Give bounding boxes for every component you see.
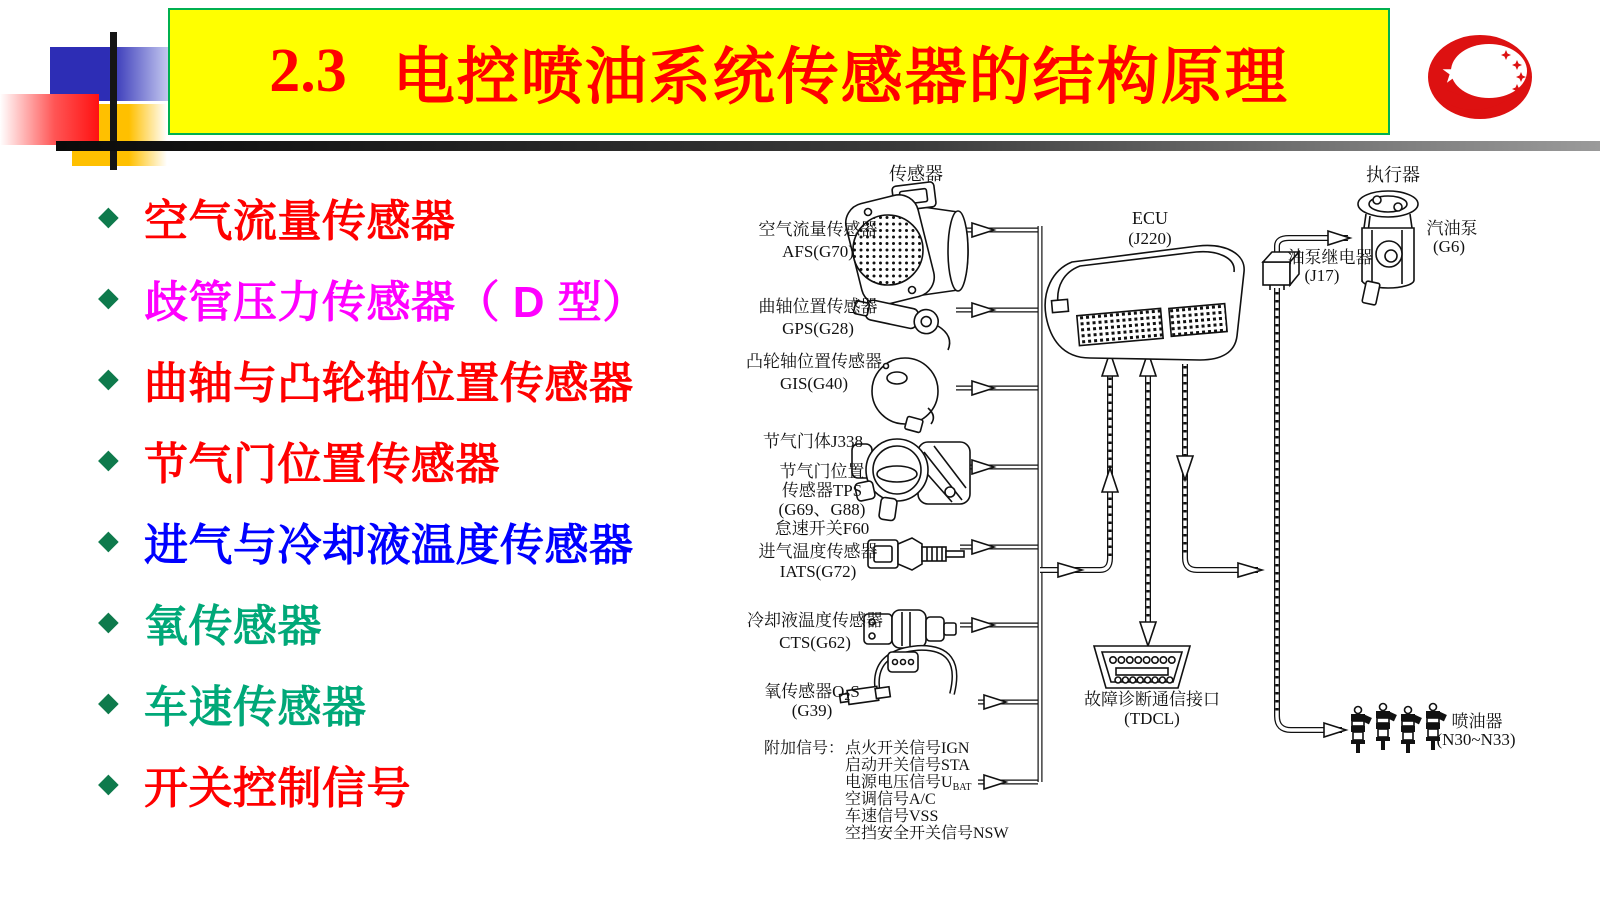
tps-label-line3: (G69、G88) xyxy=(778,500,866,519)
bullet-item xyxy=(98,257,738,338)
iats-code: IATS(G72) xyxy=(779,562,857,581)
injectors-drawing xyxy=(1351,704,1447,754)
bullet-list xyxy=(98,176,738,824)
diamond-bullet-icon: ◆ xyxy=(98,282,119,312)
ecu-code: (J220) xyxy=(1128,229,1172,248)
bullet-item xyxy=(98,338,738,419)
bullet-label: 曲轴与凸轮轴位置传感器 xyxy=(144,358,634,408)
extra-signal-nsw: 空挡安全开关信号NSW xyxy=(845,825,1009,842)
tdcl-code: (TDCL) xyxy=(1124,709,1180,728)
gis-label: 凸轮轴位置传感器 xyxy=(746,352,882,371)
decor-red-rect xyxy=(0,94,99,145)
intake-air-temp-sensor-drawing xyxy=(868,538,964,570)
extra-signal-ac: 空调信号A/C xyxy=(845,791,936,808)
school-logo-icon xyxy=(1420,26,1540,128)
tdcl-connector-drawing xyxy=(1094,646,1190,688)
throttle-body-label: 节气门体J338 xyxy=(762,432,864,451)
bullet-label: 车速传感器 xyxy=(144,682,367,732)
extra-signals-header: 附加信号： xyxy=(764,740,845,757)
extra-signal-sta: 启动开关信号STA xyxy=(845,757,970,774)
title-banner xyxy=(168,8,1390,135)
bullet-label: 进气与冷却液温度传感器 xyxy=(144,520,634,570)
ecu-to-rail-line xyxy=(1177,364,1262,577)
bullet-item xyxy=(98,419,738,500)
bullet-item xyxy=(98,743,738,824)
tps-label-line2: 传感器TPS xyxy=(781,481,863,500)
ecu-tdcl-line xyxy=(1140,352,1156,646)
cts-code: CTS(G62) xyxy=(779,633,851,652)
tdcl-label: 故障诊断通信接口 xyxy=(1084,690,1220,709)
gis-code: GIS(G40) xyxy=(780,374,848,393)
bullet-label: 氧传感器 xyxy=(144,601,322,651)
bullet-label: 开关控制信号 xyxy=(144,763,411,813)
diamond-bullet-icon: ◆ xyxy=(98,363,119,393)
sensors-header-label: 传感器 xyxy=(889,164,943,184)
decor-blue-rect xyxy=(50,47,168,101)
ecu-drawing xyxy=(1045,246,1244,360)
tps-label-line1: 节气门位置 xyxy=(779,462,865,481)
page-title: 电控喷油系统传感器的结构原理 xyxy=(392,43,1289,112)
pump-relay-label: 油泵继电器 xyxy=(1287,248,1373,267)
airflow-sensor-drawing xyxy=(842,182,968,310)
ecu-label: ECU xyxy=(1132,208,1168,228)
bullet-label: 节气门位置传感器 xyxy=(144,439,500,489)
afs-label: 空气流量传感器 xyxy=(758,220,878,239)
injectors-code: (N30~N33) xyxy=(1436,730,1516,749)
bus-to-ecu-line xyxy=(1040,352,1118,577)
bullet-label: 空气流量传感器 xyxy=(144,196,456,246)
sensor-system-diagram xyxy=(740,150,1560,850)
fuel-pump-code: (G6) xyxy=(1432,237,1466,256)
title-number: 2.3 xyxy=(269,37,347,105)
iats-label: 进气温度传感器 xyxy=(758,542,878,561)
throttle-body-drawing xyxy=(852,439,970,521)
bullet-item xyxy=(98,581,738,662)
extra-signal-vss: 车速信号VSS xyxy=(845,808,939,825)
bullet-item xyxy=(98,500,738,581)
o2s-label: 氧传感器O2S xyxy=(764,682,860,703)
gps-label: 曲轴位置传感器 xyxy=(758,297,878,316)
diamond-bullet-icon: ◆ xyxy=(98,768,119,798)
bullet-label: 歧管压力传感器（ D 型） xyxy=(144,277,647,327)
o2s-code: (G39) xyxy=(791,701,833,720)
actuators-header-label: 执行器 xyxy=(1366,165,1420,185)
diamond-bullet-icon: ◆ xyxy=(98,201,119,231)
tps-label-line4: 怠速开关F60 xyxy=(774,519,870,538)
decor-horizontal-bar xyxy=(56,141,1600,151)
afs-code: AFS(G70) xyxy=(782,242,854,261)
diamond-bullet-icon: ◆ xyxy=(98,525,119,555)
bullet-item xyxy=(98,176,738,257)
diamond-bullet-icon: ◆ xyxy=(98,444,119,474)
fuel-pump-label: 汽油泵 xyxy=(1426,219,1478,238)
pump-relay-code: (J17) xyxy=(1304,266,1340,285)
sensor-signal-arrows xyxy=(956,223,1038,789)
cts-label: 冷却液温度传感器 xyxy=(747,611,883,630)
extra-signal-ign: 点火开关信号IGN xyxy=(845,740,970,757)
injector-rail-line xyxy=(1277,288,1346,737)
extra-signal-ubat: 电源电压信号UBAT xyxy=(845,774,972,793)
diamond-bullet-icon: ◆ xyxy=(98,606,119,636)
gps-code: GPS(G28) xyxy=(782,319,854,338)
injectors-label: 喷油器 xyxy=(1451,712,1503,731)
diamond-bullet-icon: ◆ xyxy=(98,687,119,717)
bullet-item xyxy=(98,662,738,743)
